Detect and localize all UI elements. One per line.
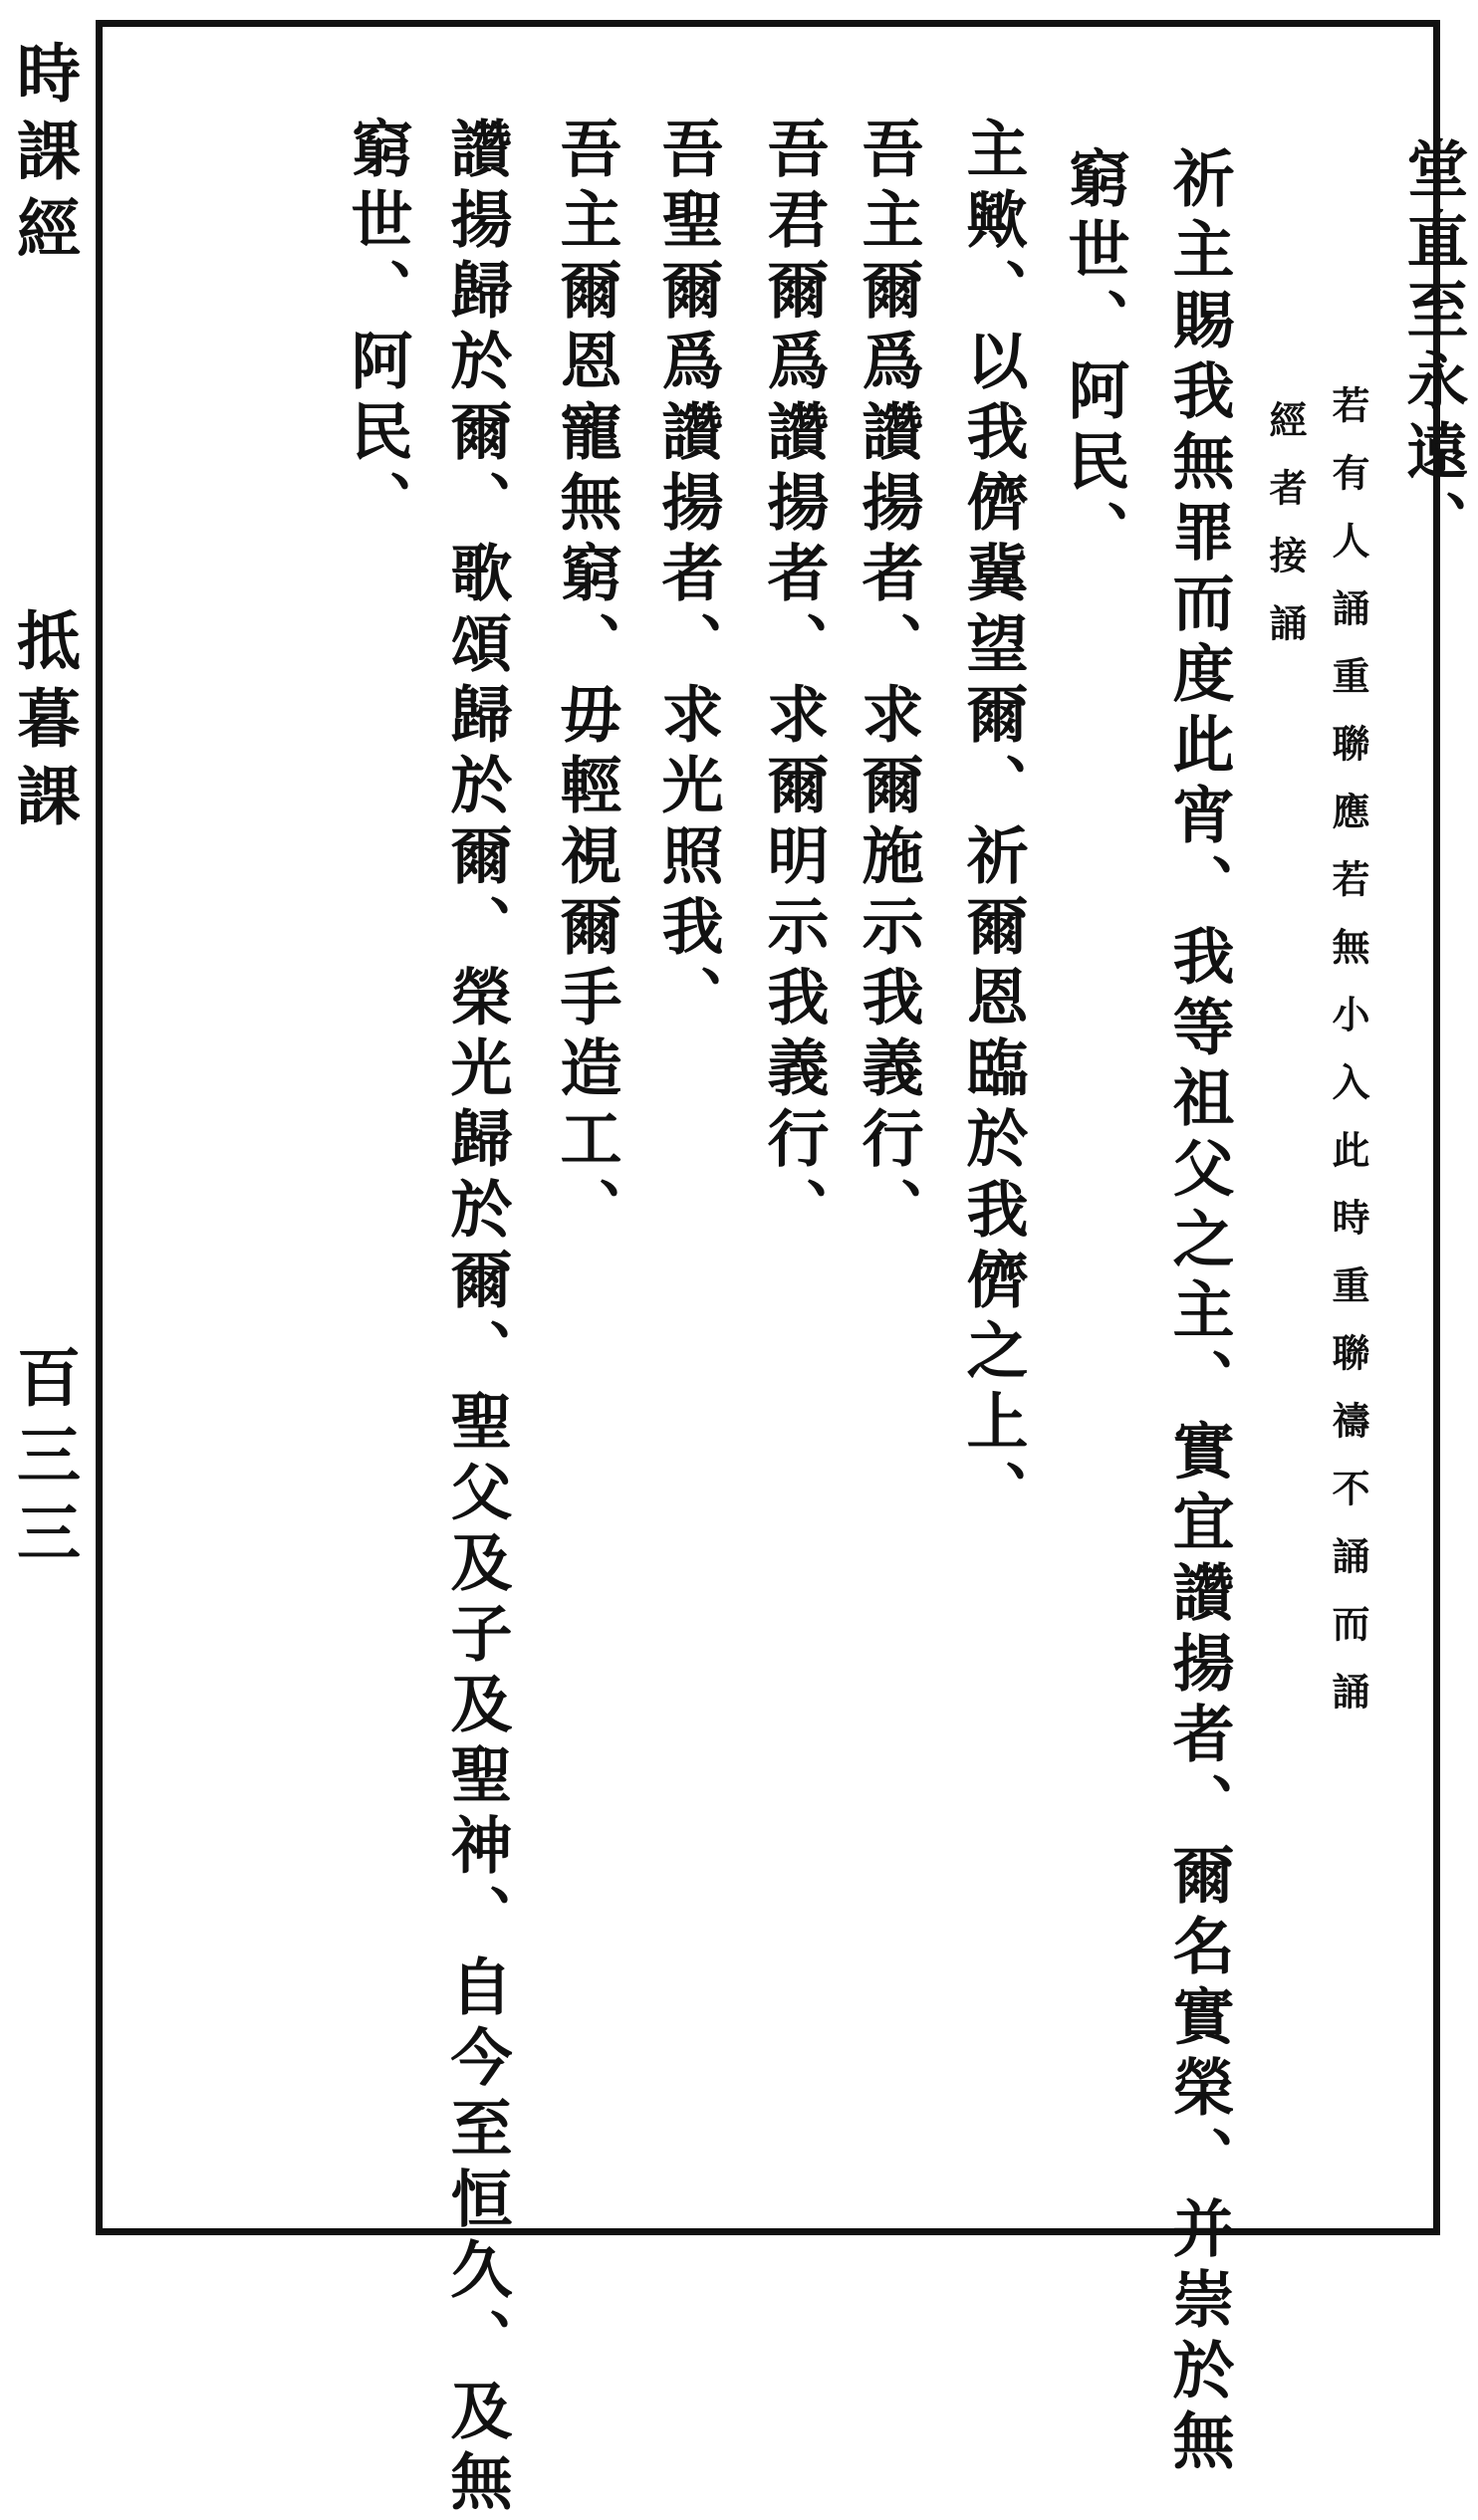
text-column-9: 讚揚歸於爾、歌頌歸於爾、榮光歸於爾、聖父及子及聖神、自今至恒久、及無 [440,116,513,2520]
text-column-3: 窮世、阿民、 [1058,146,1130,571]
margin-page-number: 百三三 [6,1344,81,1577]
text-column-8: 吾主爾恩寵無窮、毋輕視爾手造工、 [550,116,622,1248]
text-column-1: 堂直至永遠、 [1396,136,1469,561]
margin-section-title: 抵暮課 [6,607,81,840]
text-column-4: 主歟、以我儕冀望爾、祈爾恩臨於我儕之上、 [956,116,1029,1530]
rubric-column-2: 經者接誦 [1263,400,1308,671]
text-frame [96,20,1469,2520]
text-column-7: 吾聖爾爲讚揚者、求光照我、 [651,116,724,1035]
rubric-column-1: 若有人誦重聯應若無小入此時重聯禱不誦而誦 [1326,385,1370,1739]
text-column-10: 窮世、阿民、 [341,116,413,541]
margin-book-title: 時課經 [6,40,81,273]
text-column-6: 吾君爾爲讚揚者、求爾明示我義行、 [757,116,830,1248]
text-column-5: 吾主爾爲讚揚者、求爾施示我義行、 [852,116,924,1248]
text-column-2: 祈主賜我無罪而度此宵、我等祖父之主、實宜讚揚者、爾名實榮、并崇於無 [1162,146,1235,2479]
